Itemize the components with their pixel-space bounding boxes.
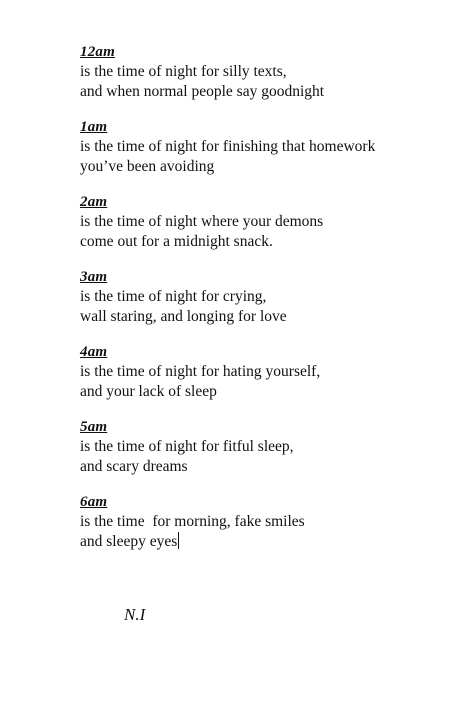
stanza-4am (80, 343, 440, 401)
stanza-5am (80, 418, 440, 476)
text-cursor (178, 532, 179, 549)
stanza-heading: 1am (80, 119, 108, 135)
stanza-heading: 12am (80, 44, 115, 60)
stanza-heading: 2am (80, 194, 108, 210)
stanza-line: is the time of night for fitful sleep, (80, 438, 294, 455)
stanza-line: is the time of night for silly texts, (80, 63, 287, 80)
stanza-line: is the time of night for hating yourself, (80, 363, 321, 380)
stanza-line: you’ve been avoiding (80, 157, 215, 175)
stanza-line: come out for a midnight snack. (80, 232, 273, 250)
stanza-heading: 6am (80, 494, 108, 510)
stanza-line: is the time for morning, fake smiles (80, 513, 305, 530)
stanza-line: and when normal people say goodnight (80, 82, 325, 100)
stanza-heading: 4am (80, 344, 108, 360)
stanza-12am (80, 43, 440, 101)
stanza-line: and your lack of sleep (80, 382, 217, 400)
stanza-heading: 3am (80, 269, 108, 285)
stanza-line-text: and sleepy eyes (80, 532, 178, 550)
stanza-1am (80, 118, 440, 176)
stanza-line: wall staring, and longing for love (80, 307, 287, 325)
stanza-line: is the time of night for finishing that homework (80, 138, 376, 155)
stanza-line-last (80, 532, 440, 552)
poem-body[interactable] (80, 43, 440, 568)
stanza-line: and scary dreams (80, 457, 188, 475)
stanza-line: is the time of night for crying, (80, 288, 267, 305)
stanza-2am (80, 193, 440, 251)
stanza-heading: 5am (80, 419, 108, 435)
stanza-line: is the time of night where your demons (80, 213, 324, 230)
signature: N.I (124, 605, 146, 624)
stanza-6am (80, 493, 440, 551)
stanza-3am (80, 268, 440, 326)
